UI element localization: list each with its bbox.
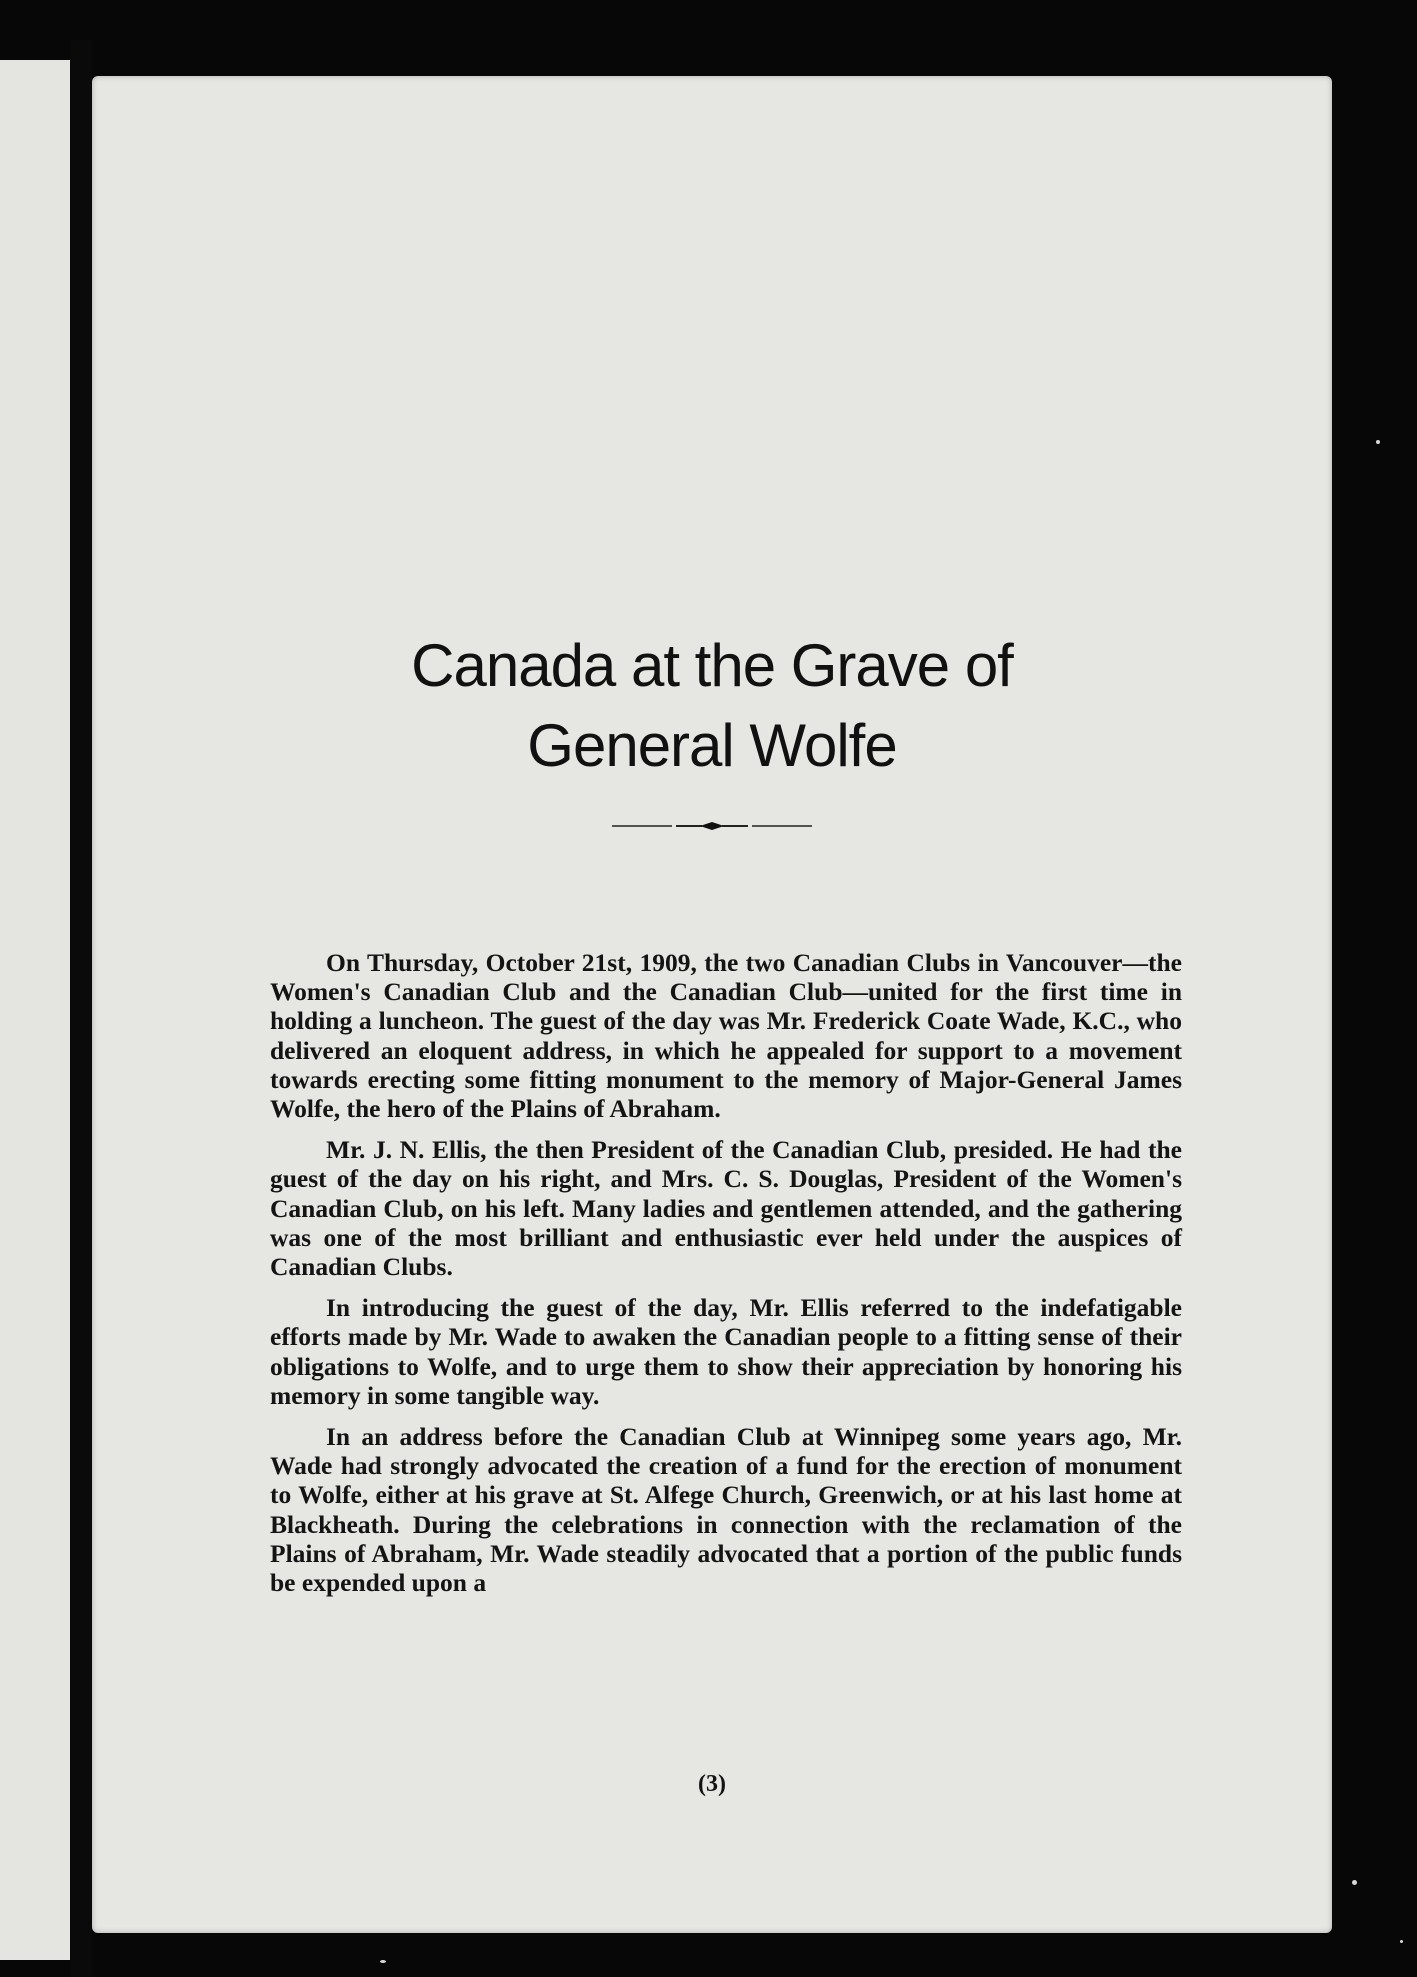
page-number: (3) bbox=[698, 1771, 726, 1797]
title-line-1: Canada at the Grave of bbox=[411, 632, 1013, 699]
paragraph-4: In an address before the Canadian Club at Winnipeg some years ago, Mr. Wade had strongly advocated the creation of a fund for the erection of monument to Wolfe, either at his grave at St. Alfege Church, Greenwich, or at his last home at Blackheath. During the celebrations in connection with the reclamation of the Plains of Abraham, Mr. Wade steadily advocated that a portion of the public funds be expended upon a bbox=[270, 1422, 1182, 1598]
scan-speck bbox=[380, 1960, 386, 1963]
scan-speck bbox=[1352, 1880, 1357, 1885]
paragraph-2: Mr. J. N. Ellis, the then President of the Canadian Club, presided. He had the guest of the day on his right, and Mrs. C. S. Douglas, President of the Women's Canadian Club, on his left. Many ladies and gentlemen attended, and the gathering was one of the most brilliant and enthusiastic ever held under the auspices of Canadian Clubs. bbox=[270, 1135, 1182, 1282]
book-page bbox=[92, 76, 1332, 1933]
paragraph-1: On Thursday, October 21st, 1909, the two Canadian Clubs in Vancouver—the Women's Canadian Club and the Canadian Club—united for the first time in holding a luncheon. The guest of the day was Mr. Frederick Coate Wade, K.C., who delivered an eloquent address, in which he appealed for support to a movement towards erecting some fitting monument to the memory of Major-General James Wolfe, the hero of the Plains of Abraham. bbox=[270, 948, 1182, 1124]
book-binding-gutter bbox=[70, 40, 92, 1977]
scan-speck bbox=[1400, 1940, 1403, 1943]
paragraph-3: In introducing the guest of the day, Mr. Ellis referred to the indefatigable efforts made by Mr. Wade to awaken the Canadian people to a fitting sense of their obligations to Wolfe, and to urge them to show their appreciation by honoring his memory in some tangible way. bbox=[270, 1293, 1182, 1410]
body-text bbox=[270, 948, 1182, 1609]
title-line-2: General Wolfe bbox=[527, 712, 897, 779]
page-title bbox=[92, 626, 1332, 786]
scan-speck bbox=[1376, 440, 1380, 444]
ornament-divider bbox=[612, 820, 812, 832]
previous-page-edge bbox=[0, 60, 78, 1960]
